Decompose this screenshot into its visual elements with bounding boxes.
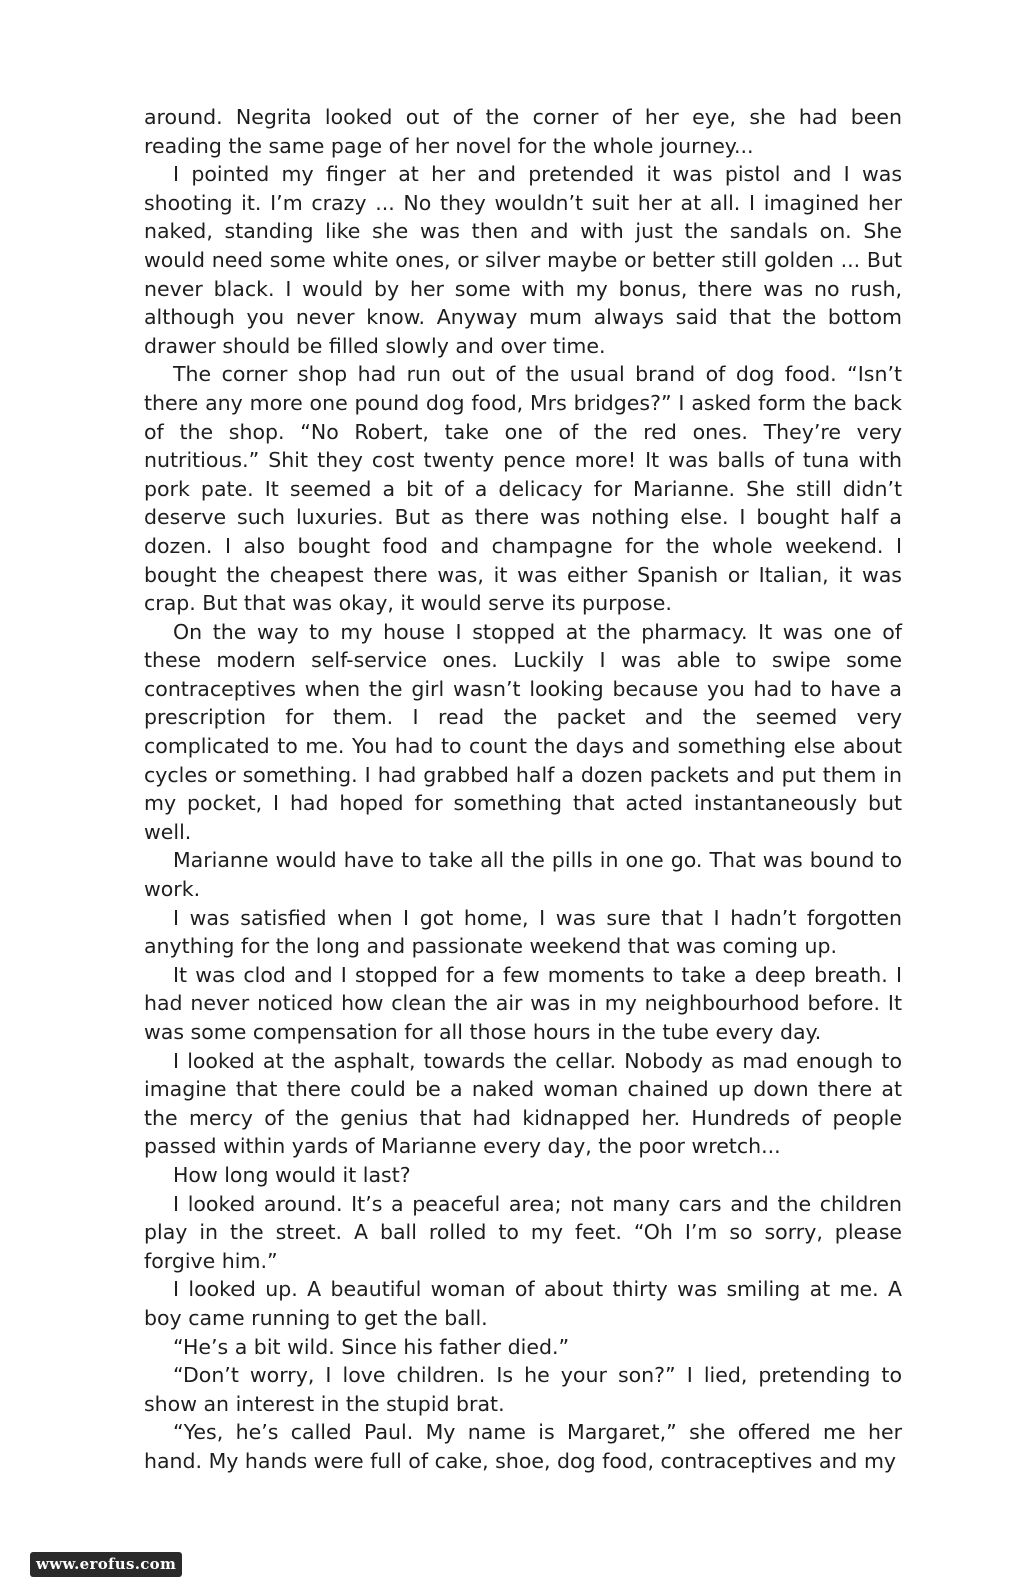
paragraph: “He’s a bit wild. Since his father died.”	[173, 1334, 570, 1359]
paragraph: I pointed my finger at her and pretended it was pistol and I was shooting it. I’m crazy ... No they wouldn’t suit her at all. I imagined her naked, standing like she was then and with just the sandals on. She would need some white ones, or silver maybe or better still golden ... But never black. I would by her some with my bonus, there was no rush, although you never know. Anyway mum always said that the bottom drawer should be filled slowly and over time.	[144, 162, 902, 358]
paragraph: around. Negrita looked out of the corner of her eye, she had been reading the same page of her novel for the whole journey...	[144, 105, 902, 158]
paragraph: I looked up. A beautiful woman of about thirty was smiling at me. A boy came running to get the ball.	[144, 1277, 902, 1330]
watermark: www.erofus.com	[30, 1552, 182, 1577]
paragraph: Marianne would have to take all the pills in one go. That was bound to work.	[144, 848, 902, 902]
paragraph: On the way to my house I stopped at the pharmacy. It was one of these modern self-service ones. Luckily I was able to swipe some contraceptives when the girl wasn’t looking because you had to have a prescription for them. I read the packet and the seemed very complicated to me. You had to count the days and something else about cycles or something. I had grabbed half a dozen packets and put them in my pocket, I had hoped for something that acted instantaneously but well.	[144, 619, 902, 844]
paragraph: The corner shop had run out of the usual brand of dog food. “Isn’t there any more one pound dog food, Mrs bridges?” I asked form the back of the shop. “No Robert, take one of the red ones. They’re very nutritious.” Shit they cost twenty pence more! It was balls of tuna with pork pate. It seemed a bit of a delicacy for Marianne. She still didn’t deserve such luxuries. But as there was nothing else. I bought half a dozen. I also bought food and champagne for the whole weekend. I bought the cheapest there was, it was either Spanish or Italian, it was crap. But that was okay, it would serve its purpose.	[144, 362, 902, 616]
paragraph: I looked around. It’s a peaceful area; not many cars and the children play in the street. A ball rolled to my feet. “Oh I’m so sorry, please forgive him.”	[144, 1191, 902, 1273]
page-body	[144, 103, 902, 1476]
paragraph: It was clod and I stopped for a few moments to take a deep breath. I had never noticed how clean the air was in my neighbourhood before. It was some compensation for all those hours in the tube every day.	[144, 962, 902, 1044]
paragraph: “Yes, he’s called Paul. My name is Margaret,” she offered me her hand. My hands were full of cake, shoe, dog food, contraceptives and my	[144, 1420, 902, 1473]
paragraph: I was satisfied when I got home, I was sure that I hadn’t forgotten anything for the long and passionate weekend that was coming up.	[144, 905, 902, 959]
paragraph: “Don’t worry, I love children. Is he your son?” I lied, pretending to show an interest in the stupid brat.	[144, 1363, 902, 1416]
paragraph: I looked at the asphalt, towards the cellar. Nobody as mad enough to imagine that there could be a naked woman chained up down there at the mercy of the genius that had kidnapped her. Hundreds of people passed within yards of Marianne every day, the poor wretch...	[144, 1048, 902, 1159]
paragraph: How long would it last?	[173, 1162, 411, 1187]
